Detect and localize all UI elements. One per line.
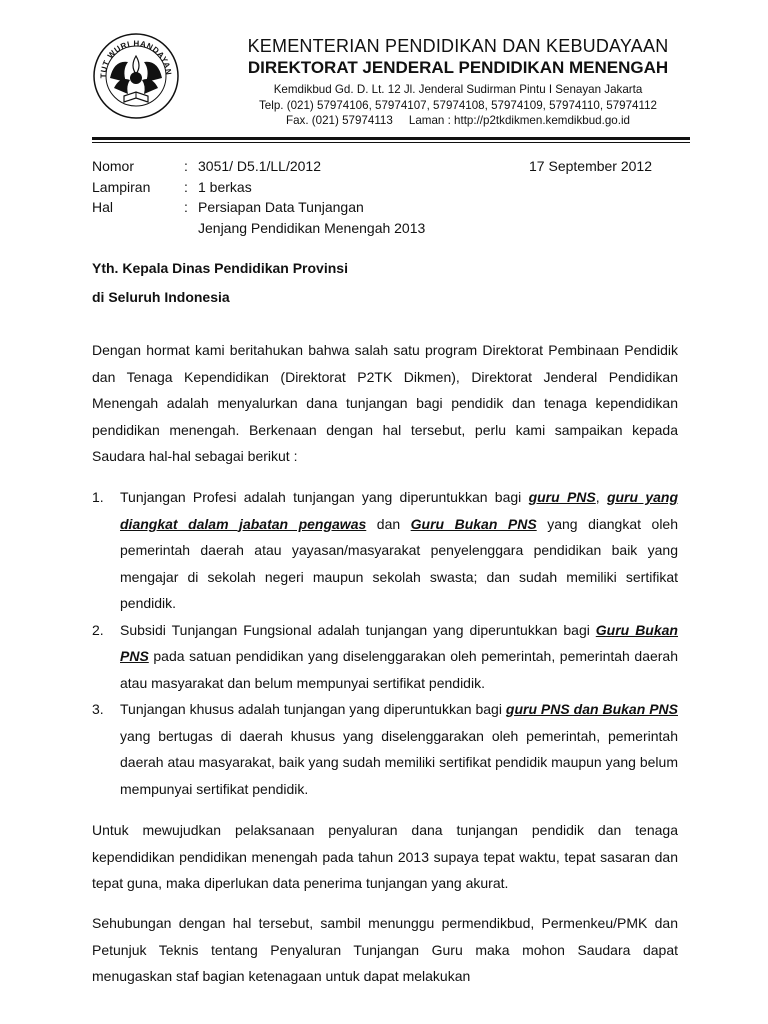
lampiran-label: Lampiran xyxy=(92,178,151,195)
nomor-label: Nomor xyxy=(92,158,135,174)
list-item-text: Subsidi Tunjangan Fungsional adalah tunjangan yang diperuntukkan bagi Guru Bukan PNS pada satuan pendidikan yang diselenggarakan oleh pemerintah, pemerintah daerah atau masyarakat dan belum mempunyai sertifikat pendidik. xyxy=(120,621,678,691)
svg-text:TUT WURI HANDAYANI xyxy=(92,32,173,78)
emphasis-guru-pns-bukan-pns: guru PNS dan Bukan PNS xyxy=(505,701,678,717)
list-number: 2. xyxy=(92,621,104,638)
letterhead-rule-thick xyxy=(92,137,690,140)
colon: : xyxy=(184,199,188,215)
nomor-value: 3051/ D5.1/LL/2012 xyxy=(198,158,321,174)
paragraph-request: Sehubungan dengan hal tersebut, sambil menunggu permendikbud, Permenkeu/PMK dan Petunjuk Teknis tentang Penyaluran Tunjangan Guru maka mohon Saudara dapat menugaskan staf bagian ketenagaan untuk dapat melakukan xyxy=(92,915,678,984)
phone-line: Telp. (021) 57974106, 57974107, 57974108, 57974109, 57974110, 57974112 xyxy=(259,98,657,112)
emphasis-guru-pns: guru PNS xyxy=(528,489,596,505)
list-item xyxy=(92,617,678,697)
lampiran-value: 1 berkas xyxy=(198,178,252,195)
address-line: Kemdikbud Gd. D. Lt. 12 Jl. Jenderal Sudirman Pintu I Senayan Jakarta xyxy=(273,83,643,96)
list-number: 1. xyxy=(92,489,104,505)
fax-website-line: Fax. (021) 57974113 Laman : http://p2tkdikmen.kemdikbud.go.id xyxy=(286,114,630,127)
ministry-name: KEMENTERIAN PENDIDIKAN DAN KEBUDAYAAN xyxy=(247,36,669,56)
addressee-line-2: di Seluruh Indonesia xyxy=(92,289,230,305)
emphasis-guru-bukan-pns: Guru Bukan PNS xyxy=(120,621,678,664)
addressee-line-1: Yth. Kepala Dinas Pendidikan Provinsi xyxy=(92,260,348,276)
letterhead-rule-thin xyxy=(92,142,690,143)
letter-meta xyxy=(92,156,652,238)
hal-label: Hal xyxy=(92,199,114,215)
hal-value-line-1: Persiapan Data Tunjangan xyxy=(198,199,364,215)
intro-paragraph: Dengan hormat kami beritahukan bahwa salah satu program Direktorat Pembinaan Pendidik dan Tenaga Kependidikan (Direktorat P2TK Dikmen), Direktorat Jenderal Pendidikan Menengah adalah menyalurkan dana tunjangan bagi pendidik dan tenaga kependidikan pendidikan menengah. Berkenaan dengan hal tersebut, perlu kami sampaikan kepada Saudara hal-hal sebagai berikut : xyxy=(92,342,678,464)
letter-date: 17 September 2012 xyxy=(529,158,652,174)
paragraph-data-accuracy: Untuk mewujudkan pelaksanaan penyaluran dana tunjangan pendidik dan tenaga kependidikan pendidikan menengah pada tahun 2013 supaya tepat waktu, tepat sasaran dan tepat guna, maka diperlukan data penerima tunjangan yang akurat. xyxy=(92,822,678,891)
list-item-text: Tunjangan khusus adalah tunjangan yang diperuntukkan bagi guru PNS dan Bukan PNS yang bertugas di daerah khusus yang diselenggarakan oleh pemerintah, pemerintah daerah atau masyarakat, baik yang sudah memiliki sertifikat pendidik maupun yang belum mempunyai sertifikat pendidik. xyxy=(120,701,678,797)
letterhead xyxy=(188,35,728,129)
colon: : xyxy=(184,178,188,195)
emphasis-guru-pengawas: guru yang diangkat dalam jabatan pengawas xyxy=(120,489,679,532)
hal-row xyxy=(92,197,652,238)
addressee xyxy=(92,254,348,312)
directorate-name: DIREKTORAT JENDERAL PENDIDIKAN MENENGAH xyxy=(247,58,669,77)
list-item xyxy=(92,484,678,617)
lampiran-row xyxy=(92,177,652,198)
tut-wuri-handayani-emblem-icon xyxy=(92,32,180,120)
logo-motto: TUT WURI HANDAYAN xyxy=(98,38,174,79)
list-item xyxy=(92,696,678,802)
emphasis-guru-bukan-pns: Guru Bukan PNS xyxy=(410,515,537,532)
hal-value-line-2: Jenjang Pendidikan Menengah 2013 xyxy=(198,219,426,236)
list-number: 3. xyxy=(92,701,104,717)
colon: : xyxy=(184,158,188,174)
allowance-list xyxy=(92,484,678,802)
hal-value xyxy=(198,197,652,238)
list-item-text: Tunjangan Profesi adalah tunjangan yang diperuntukkan bagi guru PNS, guru yang diangkat dalam jabatan pengawas dan Guru Bukan PNS yang diangkat oleh pemerintah daerah atau yayasan/masyarakat penyelenggara pendidikan baik yang mengajar di sekolah negeri maupun sekolah swasta; dan sudah memiliki sertifikat pendidik. xyxy=(120,489,679,611)
